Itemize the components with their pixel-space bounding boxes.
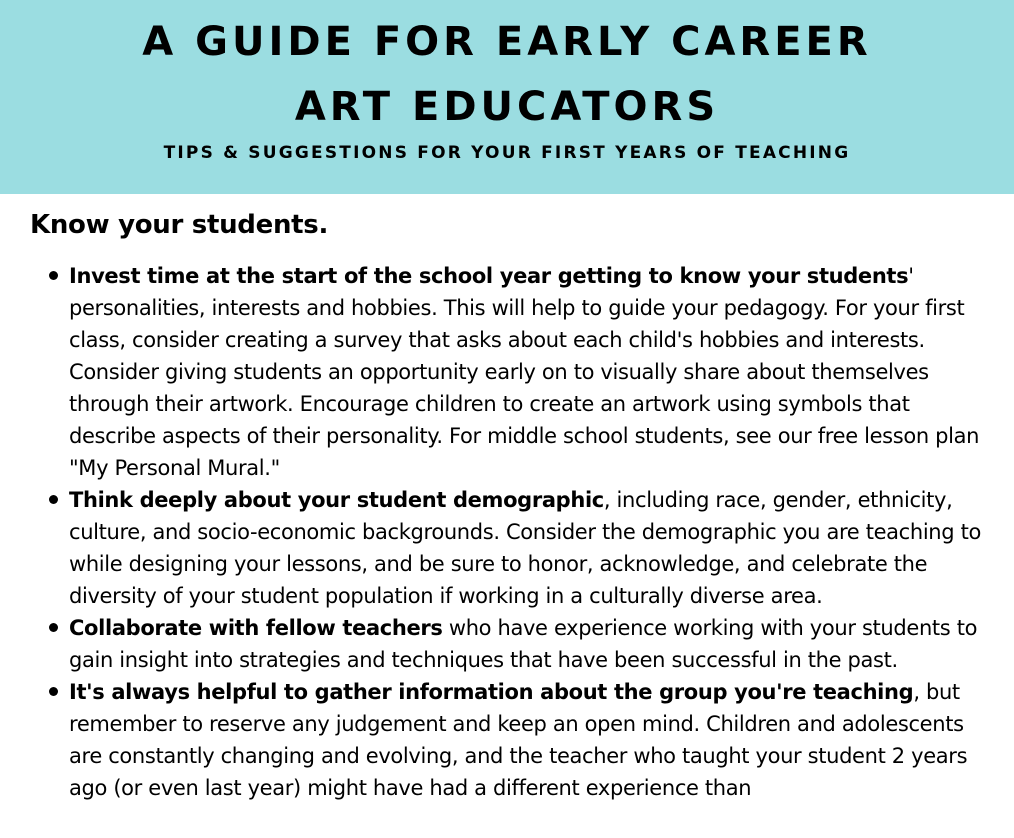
list-item-bold: Think deeply about your student demographic: [69, 488, 604, 512]
list-item: [30, 612, 990, 676]
list-item: [30, 260, 990, 484]
list-item-text: who have experience working with your students to gain insight into strategies and techniques that have been successful in the past.: [69, 616, 978, 672]
list-item-bold: Invest time at the start of the school year getting to know your students: [69, 264, 909, 288]
bullet-icon: [49, 687, 58, 696]
list-item-text: , but remember to reserve any judgement and keep an open mind. Children and adolescents are constantly changing and evolving, and the teacher who taught your student 2 years ago (or even last year) might have had a different experience than: [69, 680, 968, 800]
page-subtitle: TIPS & SUGGESTIONS FOR YOUR FIRST YEARS OF TEACHING: [163, 143, 851, 163]
list-item: [30, 676, 990, 804]
page-title-line-2: ART EDUCATORS: [294, 84, 720, 130]
bullet-icon: [49, 623, 58, 632]
header-banner: [0, 0, 1014, 194]
bullet-icon: [49, 495, 58, 504]
bullet-icon: [49, 271, 58, 280]
list-item: [30, 484, 990, 612]
section-heading: Know your students.: [30, 210, 329, 240]
list-item-text: ' personalities, interests and hobbies. This will help to guide your pedagogy. For your first class, consider creating a survey that asks about each child's hobbies and interests. Consider giving students an opportunity early on to visually share about themselves through their artwork. Encourage children to create an artwork using symbols that describe aspects of their personality. For middle school students, see our free lesson plan "My Personal Mural.": [69, 264, 980, 480]
list-item-bold: Collaborate with fellow teachers: [69, 616, 443, 640]
list-item-bold: It's always helpful to gather information about the group you're teaching: [69, 680, 914, 704]
content-area: [30, 204, 990, 804]
page-title-line-1: A GUIDE FOR EARLY CAREER: [142, 19, 872, 65]
tips-list: [30, 260, 990, 804]
list-item-text: , including race, gender, ethnicity, culture, and socio-economic backgrounds. Consider the demographic you are teaching to while designing your lessons, and be sure to honor, acknowledge, and celebrate the diversity of your student population if working in a culturally diverse area.: [69, 488, 981, 608]
